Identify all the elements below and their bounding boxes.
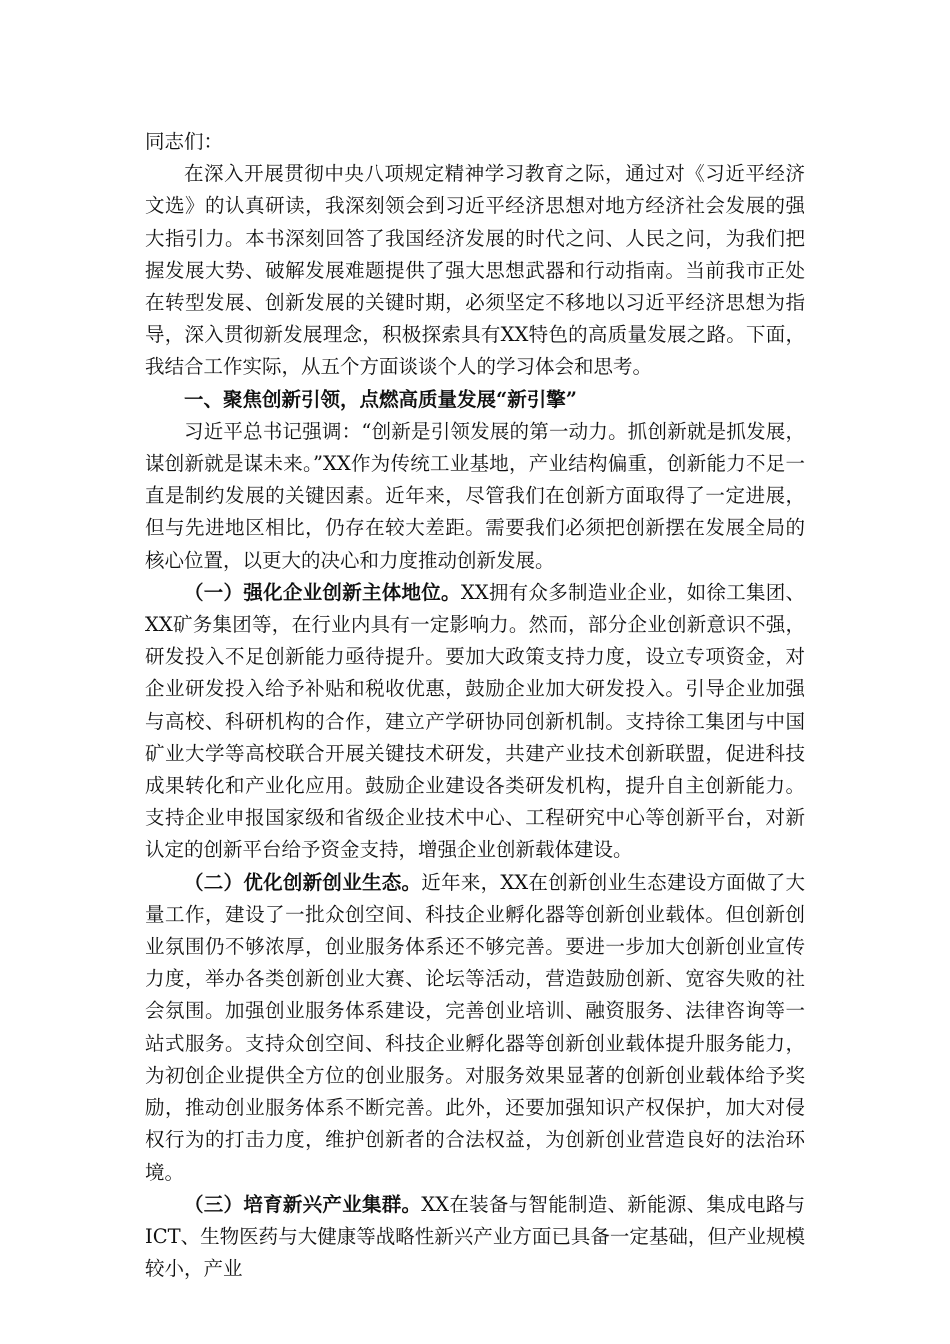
item-3-body: XX在装备与智能制造、新能源、集成电路与ICT、生物医药与大健康等战略性新兴产业方面已具备一定基础，但产业规模较小，产业 [145,1192,805,1281]
intro-paragraph: 在深入开展贯彻中央八项规定精神学习教育之际，通过对《习近平经济文选》的认真研读，我深刻领会到习近平经济思想对地方经济社会发展的强大指引力。本书深刻回答了我国经济发展的时代之问、人民之问，为我们把握发展大势、破解发展难题提供了强大思想武器和行动指南。当前我市正处在转型发展、创新发展的关键时期，必须坚定不移地以习近平经济思想为指导，深入贯彻新发展理念，积极探索具有XX特色的高质量发展之路。下面，我结合工作实际，从五个方面谈谈个人的学习体会和思考。 [145,162,805,379]
item-1-paragraph [145,577,805,867]
item-2-paragraph [145,867,805,1189]
item-2-title: （二）优化创新创业生态。 [184,870,422,894]
item-1-body: XX拥有众多制造业企业，如徐工集团、XX矿务集团等，在行业内具有一定影响力。然而，部分企业创新意识不强，研发投入不足创新能力亟待提升。要加大政策支持力度，设立专项资金，对企业研发投入给予补贴和税收优惠，鼓励企业加大研发投入。引导企业加强与高校、科研机构的合作，建立产学研协同创新机制。支持徐工集团与中国矿业大学等高校联合开展关键技术研发，共建产业技术创新联盟，促进科技成果转化和产业化应用。鼓励企业建设各类研发机构，提升自主创新能力。支持企业申报国家级和省级企业技术中心、工程研究中心等创新平台，对新认定的创新平台给予资金支持，增强企业创新载体建设。 [145,580,805,862]
item-2-body: 近年来，XX在创新创业生态建设方面做了大量工作，建设了一批众创空间、科技企业孵化器等创新创业载体。但创新创业氛围仍不够浓厚，创业服务体系还不够完善。要进一步加大创新创业宣传力度，举办各类创新创业大赛、论坛等活动，营造鼓励创新、宽容失败的社会氛围。加强创业服务体系建设，完善创业培训、融资服务、法律咨询等一站式服务。支持众创空间、科技企业孵化器等创新创业载体提升服务能力，为初创企业提供全方位的创业服务。对服务效果显著的创新创业载体给予奖励，推动创业服务体系不断完善。此外，还要加强知识产权保护，加大对侵权行为的打击力度，维护创新者的合法权益，为创新创业营造良好的法治环境。 [145,870,805,1184]
item-3-paragraph [145,1189,805,1286]
document-body [145,126,805,1285]
item-1-title: （一）强化企业创新主体地位。 [184,580,461,604]
section-1-paragraph: 习近平总书记强调：“创新是引领发展的第一动力。抓创新就是抓发展，谋创新就是谋未来。”XX作为传统工业基地，产业结构偏重，创新能力不足一直是制约发展的关键因素。近年来，尽管我们在创新方面取得了一定进展，但与先进地区相比，仍存在较大差距。需要我们必须把创新摆在发展全局的核心位置，以更大的决心和力度推动创新发展。 [145,419,805,572]
item-3-title: （三）培育新兴产业集群。 [184,1192,422,1216]
salutation: 同志们： [145,130,224,153]
section-heading-1: 一、聚焦创新引领，点燃高质量发展“新引擎” [184,387,577,411]
